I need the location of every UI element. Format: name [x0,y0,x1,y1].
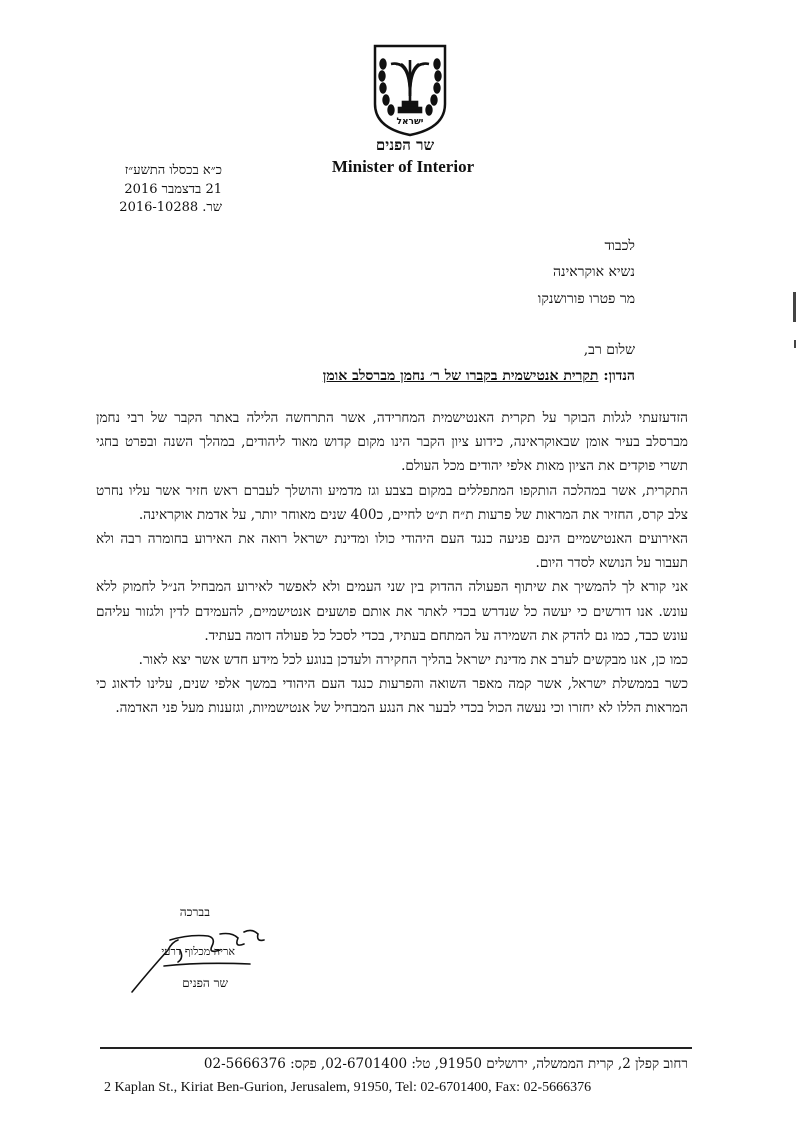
addressee-name: מר פטרו פורושנקו [537,291,635,307]
greeting: שלום רב, [583,342,635,358]
signer-title: שר הפנים [182,976,228,990]
letterhead-title-hebrew: שר הפנים [375,136,435,154]
date-gregorian: 21 בדצמבר 2016 [124,182,222,197]
body-paragraph: כמו כן, אנו מבקשים לערב את מדינת ישראל בהליך החקירה ולעדכן בנוגע לכל מידע חדש אשר יצא לאור. [138,652,688,669]
letterhead-title-english: Minister of Interior [331,157,475,176]
date-hebrew: כ״א בכסלו התשע״ז [124,163,222,178]
subject-label: הנדון: [603,368,635,384]
closing-salutation: בברכה [179,905,210,919]
body-paragraph: התקרית, אשר במהלכה הותקפו המתפללים במקום בצבע וגז מדמיע והושלך לעברם ראש חזיר אשר עליו נחרט צלב קרס, החזיר את המראות של פרעות ת״ח ת״ט לחיים, כ400 שנים מאוחר יותר, על אדמת אוקראינה. [96,482,688,523]
state-of-israel-emblem-icon [369,42,451,138]
addressee-salutation: לכבוד [604,238,635,254]
footer-address-english: 2 Kaplan St., Kiriat Ben-Gurion, Jerusalem, 91950, Tel: 02-6701400, Fax: 02-5666376 [104,1080,592,1095]
body-paragraph: האירועים האנטישמיים הינם פגיעה כנגד העם היהודי כולו ומדינת ישראל רואה את האירוע בחומרה רבה ולא תעבור על הנושא לסדר היום. [96,531,688,572]
body-paragraph: הזדעזעתי לגלות הבוקר על תקרית האנטישמית המחרידה, אשר התרחשה הלילה באתר הקבר של רבי נחמן מברסלב בעיר אומן שבאוקראינה, כידוע ציון הקבר הינו מקום קדוש מאוד ליהודים, במהלך השנה ובפרט בחגי תשרי פוקדים את הציון מאות אלפי יהודים מכל העולם. [96,410,688,475]
scan-artifact [793,292,796,322]
body-paragraph: אני קורא לך להמשיך את שיתוף הפעולה ההדוק בין שני העמים ולא לאפשר לאירוע המבחיל הנ״ל לחמוק ללא עונש. אנו דורשים כי יעשה כל שנדרש בכדי לאתר את אותם פושעים אנטישמיים, להעמידם לדין ולגזור עליהם עונש כבד, כמו גם להדק את השמירה על המתחם בעתיד, בכדי לסכל כל פעולה דומה בעתיד. [96,579,688,644]
signer-name: אריה מכלוף דרעי [161,945,235,958]
svg-text:ישראל: ישראל [396,117,424,127]
body-paragraph: כשר בממשלת ישראל, אשר קמה מאפר השואה והפרעות כנגד העם היהודי במשך אלפי שנים, עלינו לדאוג כי המראות הללו לא יחזרו וכי נעשה הכול בכדי לבער את הנגע המבחיל של אנטישמיות, וגזענות מעל פני האדמה. [96,676,688,717]
subject-line [323,368,635,385]
scan-artifact [794,340,796,348]
letter-body [96,406,688,721]
footer-address-hebrew: רחוב קפלן 2, קרית הממשלה, ירושלים 91950, טל: 02-6701400, פקס: 02-5666376 [203,1056,688,1072]
reference-number: שר. 2016-10288 [119,200,222,215]
subject-text: תקרית אנטישמית בקברו של ר׳ נחמן מברסלב אומן [322,368,599,384]
footer-divider [100,1047,692,1049]
addressee-title: נשיא אוקראינה [552,264,635,280]
